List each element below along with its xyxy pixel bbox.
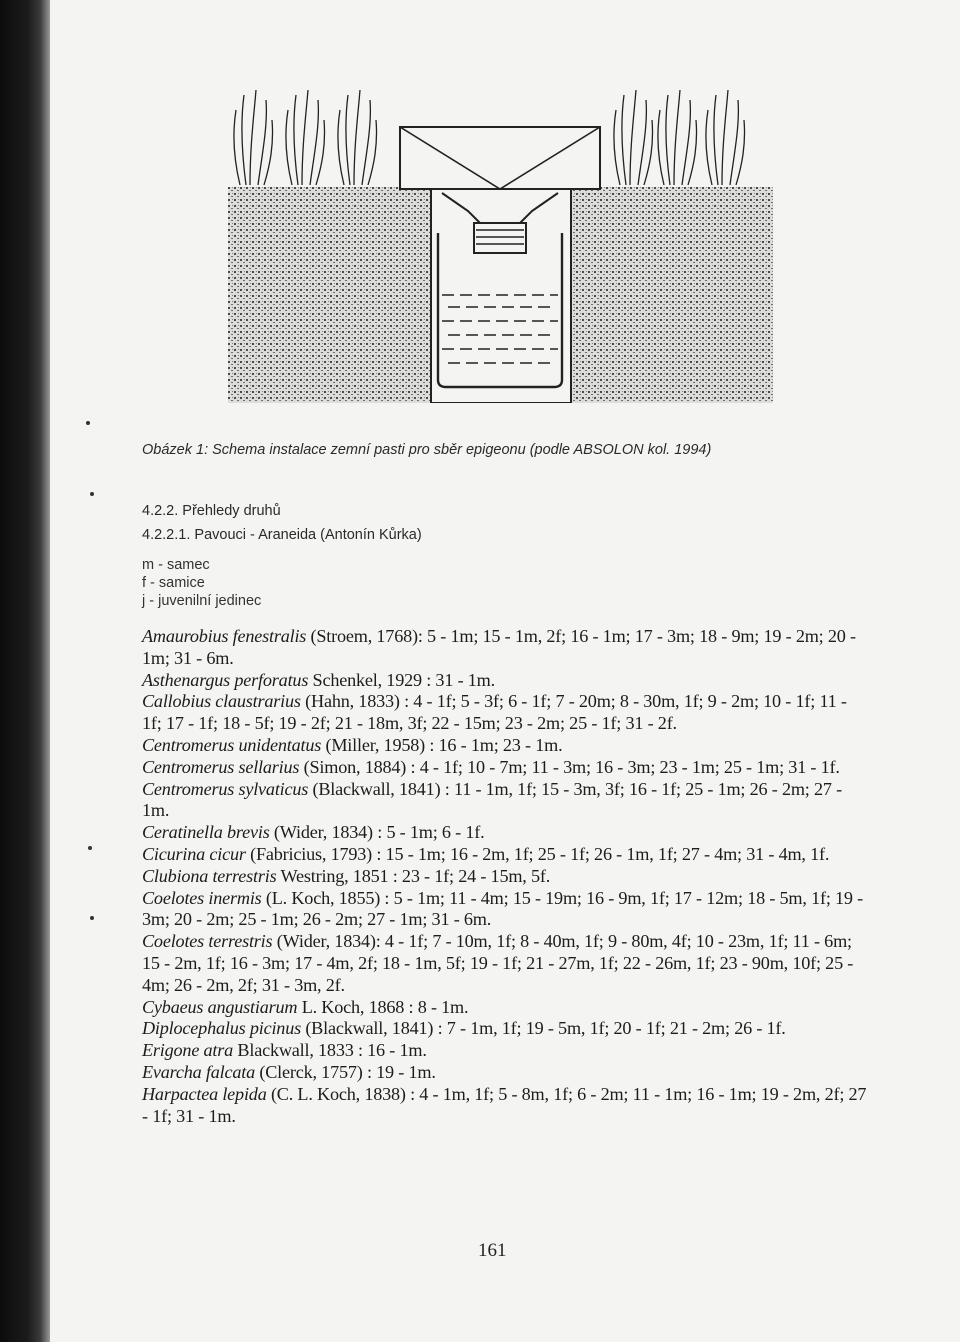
species-name: Cicurina cicur <box>142 843 246 864</box>
species-record: Schenkel, 1929 : 31 - 1m. <box>308 669 495 690</box>
species-entry <box>142 779 870 823</box>
species-entry <box>142 691 870 735</box>
scan-speck <box>90 492 94 496</box>
species-record: L. Koch, 1868 : 8 - 1m. <box>297 996 469 1017</box>
species-name: Centromerus sellarius <box>142 756 300 777</box>
container-neck <box>474 223 526 253</box>
species-record: (C. L. Koch, 1838) : 4 - 1m, 1f; 5 - 8m, 1f; 6 - 2m; 11 - 1m; 16 - 1m; 19 - 2m, 2f; 27 - 1f; 31 - 1m. <box>142 1083 867 1126</box>
species-entry <box>142 626 870 670</box>
species-entry <box>142 1018 870 1040</box>
species-entry <box>142 844 870 866</box>
species-record: Blackwall, 1833 : 16 - 1m. <box>233 1040 427 1061</box>
species-name: Erigone atra <box>142 1040 234 1061</box>
species-record: (Blackwall, 1841) : 11 - 1m, 1f; 15 - 3m, 3f; 16 - 1f; 25 - 1m; 26 - 2m; 27 - 1m. <box>142 778 842 821</box>
species-entry <box>142 888 870 932</box>
species-entry <box>142 997 870 1019</box>
species-record: (Wider, 1834) : 5 - 1m; 6 - 1f. <box>269 822 485 843</box>
species-entry <box>142 757 870 779</box>
species-entry <box>142 1040 870 1062</box>
species-record: (Clerck, 1757) : 19 - 1m. <box>255 1061 436 1082</box>
species-name: Centromerus unidentatus <box>142 734 322 755</box>
species-entry <box>142 735 870 757</box>
legend-male: m - samec <box>142 557 210 573</box>
species-entry <box>142 866 870 888</box>
species-name: Evarcha falcata <box>142 1061 255 1082</box>
scan-speck <box>86 421 90 425</box>
species-name: Diplocephalus picinus <box>142 1018 301 1039</box>
species-record: (L. Koch, 1855) : 5 - 1m; 11 - 4m; 15 - 19m; 16 - 9m, 1f; 17 - 12m; 18 - 5m, 1f; 19 - 3m; 20 - 2m; 25 - 1m; 26 - 2m; 27 - 1m; 31 - 6m. <box>142 887 864 930</box>
grass-tufts-right <box>614 90 745 185</box>
trap-cover <box>400 127 600 189</box>
species-name: Coelotes terrestris <box>142 931 273 952</box>
species-name: Amaurobius fenestralis <box>142 626 307 646</box>
species-name: Clubiona terrestris <box>142 865 277 886</box>
scan-speck <box>90 916 94 920</box>
species-name: Ceratinella brevis <box>142 822 270 843</box>
species-name: Coelotes inermis <box>142 887 262 908</box>
species-record: (Wider, 1834): 4 - 1f; 7 - 10m, 1f; 8 - 40m, 1f; 9 - 80m, 4f; 10 - 23m, 1f; 11 - 6m; 15 - 2m, 1f; 16 - 3m; 17 - 4m, 2f; 18 - 1m, 5f; 19 - 1f; 21 - 27m, 1f; 22 - 26m, 1f; 23 - 90m, 10f; 25 - 4m; 26 - 2m, 2f; 31 - 3m, 2f. <box>142 931 854 995</box>
species-record: (Miller, 1958) : 16 - 1m; 23 - 1m. <box>321 734 563 755</box>
species-record: (Fabricius, 1793) : 15 - 1m; 16 - 2m, 1f; 25 - 1f; 26 - 1m, 1f; 27 - 4m; 31 - 4m, 1f. <box>245 843 830 864</box>
species-name: Callobius claustrarius <box>142 691 301 712</box>
species-record: (Blackwall, 1841) : 7 - 1m, 1f; 19 - 5m, 1f; 20 - 1f; 21 - 2m; 26 - 1f. <box>300 1018 786 1039</box>
species-record: Westring, 1851 : 23 - 1f; 24 - 15m, 5f. <box>276 865 551 886</box>
figure-caption: Obázek 1: Schema instalace zemní pasti pro sběr epigeonu (podle ABSOLON kol. 1994) <box>142 442 712 458</box>
scan-dark-edge <box>0 0 50 1342</box>
section-heading: 4.2.2. Přehledy druhů <box>142 503 281 519</box>
pitfall-trap-diagram <box>228 85 773 403</box>
legend-juvenile: j - juvenilní jedinec <box>142 593 262 609</box>
species-name: Centromerus sylvaticus <box>142 778 309 799</box>
species-record: (Simon, 1884) : 4 - 1f; 10 - 7m; 11 - 3m; 16 - 3m; 23 - 1m; 25 - 1m; 31 - 1f. <box>299 756 840 777</box>
grass-tufts-left <box>234 90 377 185</box>
species-name: Asthenargus perforatus <box>142 669 309 690</box>
species-entry <box>142 822 870 844</box>
page-number: 161 <box>478 1240 507 1261</box>
scan-speck <box>88 846 92 850</box>
species-name: Harpactea lepida <box>142 1083 267 1104</box>
species-entry <box>142 670 870 692</box>
species-name: Cybaeus angustiarum <box>142 996 298 1017</box>
species-list <box>142 626 870 1127</box>
species-entry <box>142 1062 870 1084</box>
species-entry <box>142 1084 870 1128</box>
legend-female: f - samice <box>142 575 205 591</box>
species-record: (Hahn, 1833) : 4 - 1f; 5 - 3f; 6 - 1f; 7 - 20m; 8 - 30m, 1f; 9 - 2m; 10 - 1f; 11 - 1f; 17 - 1f; 18 - 5f; 19 - 2f; 21 - 18m, 3f; 22 - 15m; 23 - 2m; 25 - 1f; 31 - 2f. <box>142 691 847 734</box>
species-entry <box>142 931 870 996</box>
species-record: (Stroem, 1768): 5 - 1m; 15 - 1m, 2f; 16 - 1m; 17 - 3m; 18 - 9m; 19 - 2m; 20 - 1m; 31 - 6m. <box>142 626 856 668</box>
subsection-heading: 4.2.2.1. Pavouci - Araneida (Antonín Kůrka) <box>142 527 422 543</box>
